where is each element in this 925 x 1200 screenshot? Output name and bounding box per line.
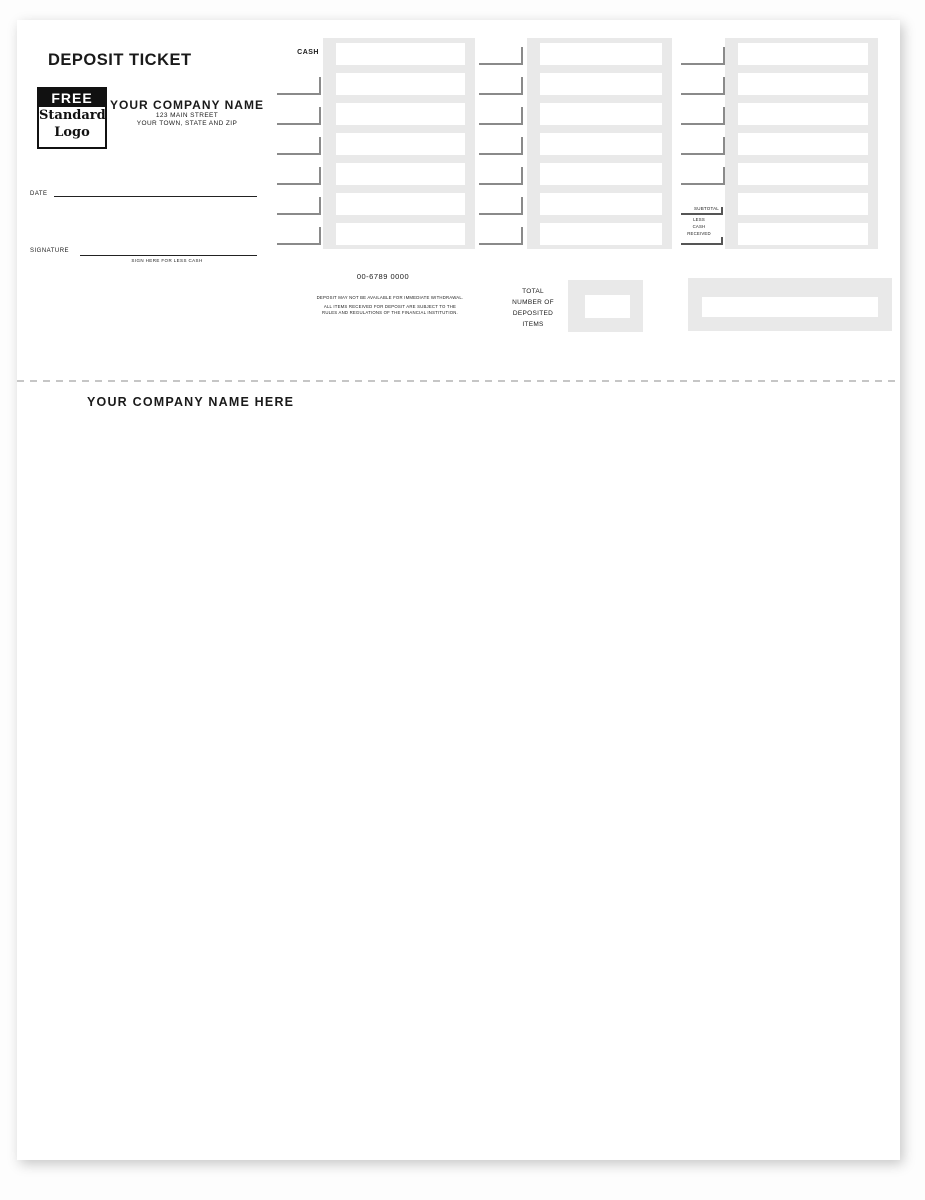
amount-cell[interactable] xyxy=(540,73,662,95)
amount-cell[interactable] xyxy=(540,133,662,155)
total-items-box xyxy=(568,280,643,332)
amount-entry-line[interactable] xyxy=(479,107,523,125)
amount-cell[interactable] xyxy=(738,103,868,125)
text-line: NUMBER OF xyxy=(512,299,554,306)
amount-entry-line[interactable] xyxy=(681,107,725,125)
less-cash-received-label xyxy=(679,216,719,237)
deposit-ticket-page xyxy=(17,20,900,1160)
amount-cell[interactable] xyxy=(336,103,465,125)
amount-cell[interactable] xyxy=(336,73,465,95)
amount-entry-line[interactable] xyxy=(681,47,725,65)
company-address-street: 123 MAIN STREET xyxy=(155,112,219,119)
entry-column-3 xyxy=(725,38,878,249)
entry-column-1 xyxy=(323,38,475,249)
amount-entry-line[interactable] xyxy=(479,137,523,155)
amount-cell[interactable] xyxy=(738,193,868,215)
text-line: TOTAL xyxy=(522,288,544,295)
text-line: RULES AND REGULATIONS OF THE FINANCIAL INSTITUTION. xyxy=(322,309,458,315)
amount-cell[interactable] xyxy=(540,103,662,125)
amount-entry-line[interactable] xyxy=(681,207,723,215)
perforation-line xyxy=(17,380,900,382)
bottom-company-name: YOUR COMPANY NAME HERE xyxy=(87,395,295,409)
page-title: DEPOSIT TICKET xyxy=(48,51,192,69)
entry-column-2 xyxy=(527,38,672,249)
logo-word-standard: Standard xyxy=(39,108,106,123)
amount-entry-line[interactable] xyxy=(681,237,723,245)
amount-cell[interactable] xyxy=(738,43,868,65)
total-items-label xyxy=(503,286,563,330)
amount-entry-line[interactable] xyxy=(479,77,523,95)
text-line: CASH xyxy=(692,224,706,229)
company-block xyxy=(97,98,277,127)
cash-label: CASH xyxy=(297,49,319,56)
amount-entry-line[interactable] xyxy=(479,47,523,65)
logo-word-logo: Logo xyxy=(54,125,90,140)
date-label: DATE xyxy=(30,191,48,197)
amount-cell[interactable] xyxy=(738,73,868,95)
signature-line[interactable] xyxy=(80,255,257,256)
amount-entry-line[interactable] xyxy=(681,167,725,185)
amount-entry-line[interactable] xyxy=(277,77,321,95)
amount-cell[interactable] xyxy=(540,163,662,185)
amount-entry-line[interactable] xyxy=(277,107,321,125)
amount-entry-line[interactable] xyxy=(479,167,523,185)
free-logo-header: FREE xyxy=(39,89,105,107)
amount-cell[interactable] xyxy=(336,163,465,185)
amount-entry-line[interactable] xyxy=(479,227,523,245)
amount-cell[interactable] xyxy=(336,223,465,245)
signature-caption: SIGN HERE FOR LESS CASH xyxy=(131,258,203,263)
company-name: YOUR COMPANY NAME xyxy=(110,98,264,112)
amount-entry-line[interactable] xyxy=(277,197,321,215)
amount-entry-line[interactable] xyxy=(681,137,725,155)
amount-entry-line[interactable] xyxy=(479,197,523,215)
text-line: DEPOSITED xyxy=(512,310,554,317)
amount-cell[interactable] xyxy=(738,223,868,245)
amount-cell[interactable] xyxy=(540,223,662,245)
amount-cell[interactable] xyxy=(336,193,465,215)
total-items-field[interactable] xyxy=(585,295,630,318)
text-line: ITEMS xyxy=(522,321,544,328)
amount-entry-line[interactable] xyxy=(277,227,321,245)
amount-cell[interactable] xyxy=(540,43,662,65)
amount-entry-line[interactable] xyxy=(681,77,725,95)
date-line[interactable] xyxy=(54,196,257,197)
amount-cell[interactable] xyxy=(540,193,662,215)
company-address-city: YOUR TOWN, STATE AND ZIP xyxy=(136,119,238,127)
signature-label: SIGNATURE xyxy=(30,248,70,254)
total-amount-field[interactable] xyxy=(702,297,878,317)
amount-entry-line[interactable] xyxy=(277,167,321,185)
text-line: LESS xyxy=(693,217,705,222)
amount-cell[interactable] xyxy=(738,163,868,185)
subtotal-label: SUBTOTAL xyxy=(694,206,719,211)
amount-cell[interactable] xyxy=(336,43,465,65)
total-amount-box xyxy=(688,278,892,331)
text-line: RECEIVED xyxy=(687,231,711,236)
text-line: DEPOSIT MAY NOT BE AVAILABLE FOR IMMEDIATE WITHDRAWAL. xyxy=(316,295,464,300)
amount-entry-line[interactable] xyxy=(277,137,321,155)
text-line: ALL ITEMS RECEIVED FOR DEPOSIT ARE SUBJECT TO THE xyxy=(323,303,457,309)
bank-fraction-number: 00-6789 0000 xyxy=(356,272,410,281)
deposit-disclaimer xyxy=(300,295,480,315)
amount-cell[interactable] xyxy=(738,133,868,155)
amount-cell[interactable] xyxy=(336,133,465,155)
